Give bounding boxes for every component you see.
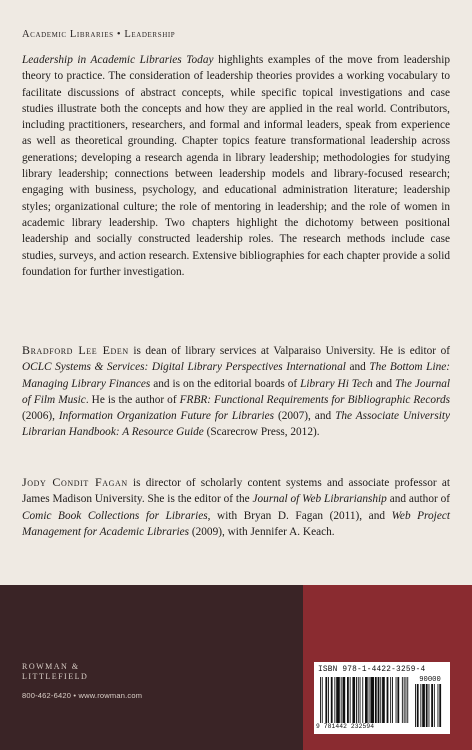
book-description [22,52,450,280]
work-title: OCLC Systems & Services: Digital Library Perspectives International [22,361,346,374]
author-name-fagan: Jody Condit Fagan [22,475,128,489]
work-title: Web Project Management for Academic Libraries [22,509,450,538]
bio-text: (2006), [22,410,55,423]
bio-text: (Scarecrow Press, 2012). [206,426,320,439]
bio-text: is dean of library services at Valparaiso University. He is editor of [133,345,451,357]
publisher-logo-line1: ROWMAN & [22,662,80,671]
isbn-barcode [314,662,450,734]
bio-text: . He is the author of [85,393,177,406]
author-bio-eden [22,342,450,441]
bio-text: , with Bryan D. Fagan (2011), and [207,509,385,522]
bio-text: and [375,377,393,390]
work-title: Information Organization Future for Libraries [58,410,274,423]
barcode-addon-number: 90000 [419,676,441,684]
work-title: The Associate University Librarian Handbook: A Resource Guide [22,410,451,439]
work-title: FRBR: Functional Requirements for Bibliographic Records [179,393,451,406]
author-name-eden: Bradford Lee Eden [22,343,129,357]
barcode-digits: 9 781442 232594 [316,723,414,730]
isbn-number: ISBN 978-1-4422-3259-4 [318,666,426,674]
bio-text: (2007), and [277,410,332,423]
work-title: The Bottom Line: Managing Library Finances [22,361,451,390]
series-header [22,29,175,40]
work-title: Library Hi Tech [300,377,373,390]
subseries-name: Leadership [124,29,176,40]
book-title: Leadership in Academic Libraries Today [22,54,214,66]
bio-text: and is on the editorial boards of [153,377,298,390]
publisher-contact: 800-462-6420 • www.rowman.com [22,691,143,700]
bio-text: and author of [389,493,451,506]
bio-text: is director of scholarly content systems and associate professor at James Madison University. She is the editor of the [22,477,451,506]
work-title: Comic Book Collections for Libraries [22,509,208,522]
publisher-logo [22,662,88,682]
bio-text: and [349,361,366,374]
publisher-logo-line2: LITTLEFIELD [22,672,89,681]
bio-text: (2009), with Jennifer A. Keach. [191,525,335,538]
barcode-bars [320,677,412,727]
work-title: The Journal of Film Music [22,377,451,406]
description-text: highlights examples of the move from leadership theory to practice. The consideration of leadership theories provides a working vocabulary to facilitate discussions of abstract concepts, while specific topical investigations and case studies illustrate both the concepts and how they are applied in the real world. Contributors, including practitioners, researchers, and formal and informal leaders, speak from experience as well as theoretical grounding. Chapter topics feature transformational leadership across generations; developing a research agenda in library leadership; methodologies for studying library leadership; connections between leadership models and library-focused research; engaging with business, psychology, and educational administration literature; leadership styles; organizational culture; the role of mentoring in leadership; and the role of women in academic library leadership. Two chapters highlight the dichotomy between positional leadership and socially constructed leadership roles. The research methods include case studies, surveys, and action research. Extensive bibliographies for each chapter provide a solid foundation for further investigation. [22,54,450,278]
barcode-addon-bars [415,684,445,727]
work-title: Journal of Web Librarianship [252,493,387,506]
author-bio-fagan [22,474,450,540]
series-name: Academic Libraries [22,29,114,40]
series-separator: • [116,29,122,40]
